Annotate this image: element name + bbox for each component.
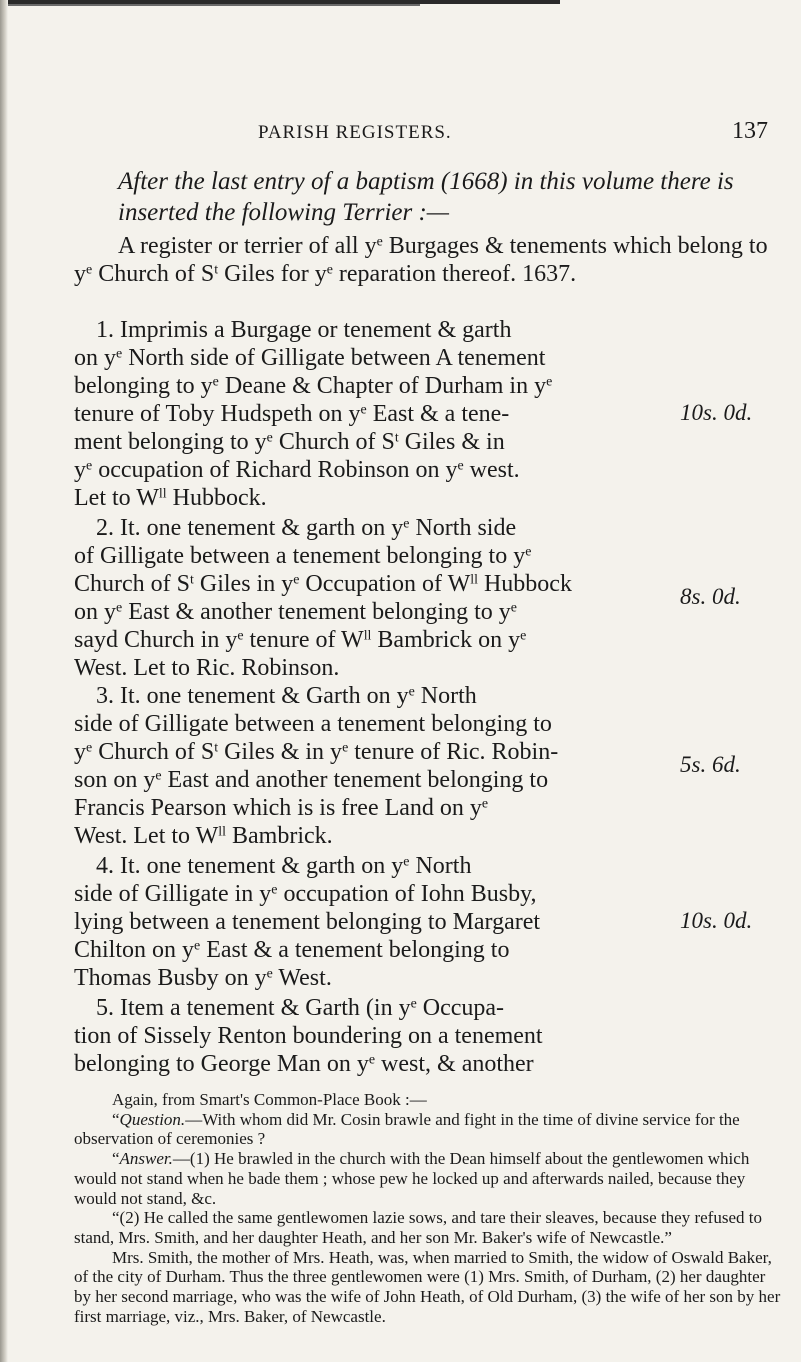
footnotes: [74, 1090, 782, 1326]
terrier-entry-3: 3. It. one tenement & Garth on $y^e$ North side of Gilligate between a tenement belonging to $y^e$ Church of $S^t$ Giles & in $y^e$ tenure of Ric. Robin- son on $y^e$ East and another tenement belonging to Francis Pearson which is is free Land on $y^e$ West. Let to $W^{ll}$ Bambrick.: [74, 683, 559, 849]
entry-2-amount: 8s. 0d.: [680, 584, 741, 609]
running-head: PARISH REGISTERS.: [258, 122, 452, 143]
note-answer-2: “(2) He called the same gentlewomen lazie sows, and tare their sleaves, because they refused to stand, Mrs. Smith, and her daughter Heath, and her son Mr. Baker's wife of Newcastle.”: [74, 1208, 762, 1247]
intro-heading: After the last entry of a baptism (1668) in this volume there is inserted the following Terrier :—: [118, 168, 734, 226]
page-number: 137: [732, 118, 768, 144]
note-answer-1: “Answer.—(1) He brawled in the church with the Dean himself about the gentlewomen which would not stand when he bade them ; whose pew he locked up and afterwards nailed, because they would not stand, &c.: [74, 1149, 750, 1208]
terrier-entry-1: 1. Imprimis a Burgage or tenement & garth on $y^e$ North side of Gilligate between A tenement belonging to $y^e$ Deane & Chapter of Durham in $y^e$ tenure of Toby Hudspeth on $y^e$ East & a tene- ment belonging to $y^e$ Church of $S^t$ Giles & in $y^e$ occupation of Richard Robinson on $y^e$ west. Let to $W^{ll}$ Hubbock.: [74, 317, 553, 511]
note-question: “Question.—With whom did Mr. Cosin brawle and fight in the time of divine service for the observation of ceremonies ?: [74, 1109, 740, 1149]
terrier-entry-2: 2. It. one tenement & garth on $y^e$ North side of Gilligate between a tenement belonging to $y^e$ Church of $S^t$ Giles in $y^e$ Occupation of $W^{ll}$ Hubbock on $y^e$ East & another tenement belonging to $y^e$ sayd Church in $y^e$ tenure of $W^{ll}$ Bambrick on $y^e$ West. Let to Ric. Robinson.: [74, 515, 572, 681]
note-explanation: Mrs. Smith, the mother of Mrs. Heath, was, when married to Smith, the widow of Oswald Baker, of the city of Durham. Thus the three gentlewomen were (1) Mrs. Smith, of Durham, (2) her daughter by her second marriage, who was the wife of John Heath, of Old Durham, (3) the wife of her son by her first marriage, viz., Mrs. Baker, of Newcastle.: [74, 1247, 781, 1326]
terrier-entry-4: 4. It. one tenement & garth on $y^e$ North side of Gilligate in $y^e$ occupation of Iohn Busby, lying between a tenement belonging to Margaret Chilton on $y^e$ East & a tenement belonging to Thomas Busby on $y^e$ West.: [74, 853, 541, 991]
top-rule-secondary: [0, 4, 420, 6]
note-source: Again, from Smart's Common-Place Book :—: [112, 1090, 427, 1109]
entry-1-amount: 10s. 0d.: [680, 400, 753, 425]
entry-4-amount: 10s. 0d.: [680, 908, 753, 933]
terrier-entry-5: 5. Item a tenement & Garth (in $y^e$ Occupa- tion of Sissely Renton boundering on a tenement belonging to George Man on $y^e$ west, & another: [74, 995, 543, 1077]
terrier-title-paragraph: A register or terrier of all $y^e$ Burgages & tenements which belong to $y^e$ Church of $S^t$ Giles for $y^e$ reparation thereof. 1637.: [74, 233, 768, 287]
page-gutter-shadow: [0, 0, 8, 1362]
entry-3-amount: 5s. 6d.: [680, 752, 741, 777]
